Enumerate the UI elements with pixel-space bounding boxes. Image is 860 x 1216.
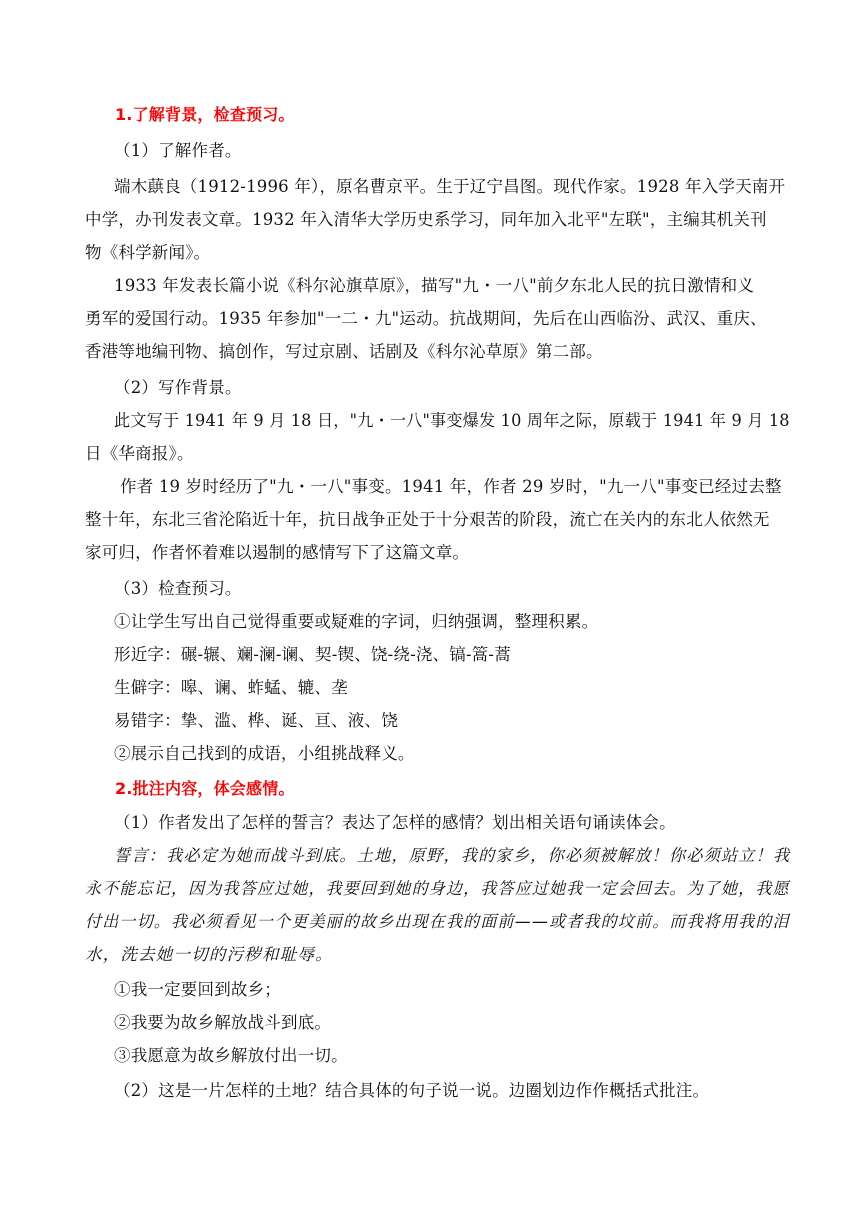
section1-heading: 1.了解背景，检查预习。: [115, 105, 295, 124]
author-paragraph-2-line-2: 勇军的爱国行动。1935 年参加"一二・九"运动。抗战期间，先后在山西临汾、武汉、重庆、: [85, 309, 767, 328]
background-paragraph-1-line-2: 日《华商报》。: [85, 444, 194, 463]
answer-item-3: ③我愿意为故乡解放付出一切。: [114, 1046, 348, 1065]
background-paragraph-2-line-2: 整十年，东北三省沦陷近十年，抗日战争正处于十分艰苦的阶段，流亡在关内的东北人依然无: [85, 510, 770, 529]
author-paragraph-1-line-2: 中学，办刊发表文章。1932 年入清华大学历史系学习，同年加入北平"左联"，主编其机关刊: [85, 210, 767, 229]
background-paragraph-1-line-1: 此文写于 1941 年 9 月 18 日，"九・一八"事变爆发 10 周年之际，原载于 1941 年 9 月 18: [114, 411, 790, 430]
oath-line-3: 付出一切。我必须看见一个更美丽的故乡出现在我的面前——或者我的坟前。而我将用我的泪: [85, 912, 790, 931]
check-item-1: ①让学生写出自己觉得重要或疑难的字词，归纳强调，整理积累。: [114, 612, 599, 631]
author-paragraph-2-line-3: 香港等地编刊物、搞创作，写过京剧、话剧及《科尔沁草原》第二部。: [85, 342, 603, 361]
subheading-background: （2）写作背景。: [114, 378, 242, 397]
similar-characters: 形近字：碾-辗、斓-澜-谰、契-锲、饶-绕-浇、镐-篙-蒿: [114, 645, 511, 664]
author-paragraph-2-line-1: 1933 年发表长篇小说《科尔沁旗草原》，描写"九・一八"前夕东北人民的抗日激情和义: [114, 276, 755, 295]
section2-heading: 2.批注内容，体会感情。: [115, 779, 295, 798]
answer-item-2: ②我要为故乡解放战斗到底。: [114, 1013, 332, 1032]
background-paragraph-2-line-1: 作者 19 岁时经历了"九・一八"事变。1941 年，作者 29 岁时，"九一八"事变已经过去整: [120, 477, 782, 496]
subheading-author: （1）了解作者。: [114, 141, 242, 160]
author-paragraph-1-line-3: 物《科学新闻》。: [85, 243, 211, 262]
error-prone-characters: 易错字：挚、滥、桦、诞、亘、液、饶: [114, 711, 398, 730]
subheading-preview-check: （3）检查预习。: [114, 579, 242, 598]
author-paragraph-1-line-1: 端木蕻良（1912-1996 年），原名曹京平。生于辽宁昌图。现代作家。1928 年入学天南开: [114, 177, 786, 196]
question-2: （2）这是一片怎样的土地？结合具体的句子说一说。边圈划边作作概括式批注。: [114, 1081, 710, 1100]
check-item-2: ②展示自己找到的成语，小组挑战释义。: [114, 744, 415, 763]
rare-characters: 生僻字：嗥、谰、蚱蜢、辘、垄: [114, 678, 348, 697]
oath-line-1: 誓言：我必定为她而战斗到底。土地，原野，我的家乡，你必须被解放！你必须站立！我: [114, 846, 791, 865]
background-paragraph-2-line-3: 家可归，作者怀着难以遏制的感情写下了这篇文章。: [85, 543, 470, 562]
question-1: （1）作者发出了怎样的誓言？表达了怎样的感情？划出相关语句诵读体会。: [114, 813, 676, 832]
oath-line-4: 水，洗去她一切的污秽和耻辱。: [85, 945, 333, 964]
answer-item-1: ①我一定要回到故乡；: [114, 980, 281, 999]
oath-line-2: 永不能忘记，因为我答应过她，我要回到她的身边，我答应过她我一定会回去。为了她，我愿: [85, 879, 790, 898]
